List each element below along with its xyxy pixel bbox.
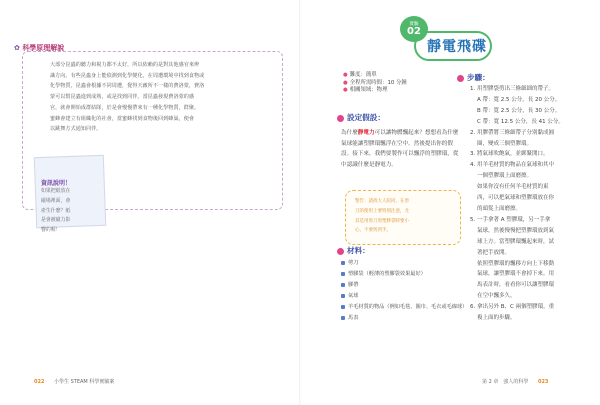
step-line: 5. 一手拿著 A 塑膠環，另一手拿	[470, 216, 551, 223]
step-line: 圈，變成三個塑膠環。	[477, 140, 533, 147]
principle-line: 以跳舞方式通知同伴。	[50, 126, 102, 133]
right-footer	[482, 378, 548, 385]
principle-line: 蜜蜂會建立有組織化的社會，當蜜蜂找到食物後回到蜂巢，便會	[50, 115, 195, 122]
step-line: 依照塑膠環的飄移方向上下移動	[477, 260, 555, 267]
step-line: 球上方。當塑膠環飄起來時，試	[477, 238, 555, 245]
experiment-badge	[400, 16, 428, 42]
step-line: 氣球，然後慢慢把塑膠環放到氣	[477, 227, 555, 234]
page-gutter	[299, 0, 301, 405]
principle-line: 化學物質，昆蟲會根據不同周遭，覺得天敵所不一樣的費洛蒙，費洛	[50, 83, 205, 90]
step-line: 在空中飄多久。	[477, 293, 516, 300]
materials-heading: 材料：	[337, 245, 370, 256]
warning-text	[355, 197, 455, 236]
principle-line: 官，就會開始成群結隊，於是會慢慢帶來有一種化學物質，群聚。	[50, 104, 200, 111]
note-line: 產生什麼？紙	[41, 207, 71, 214]
step-line: 6. 拿出另外 B、C 兩個塑膠環，重	[470, 304, 555, 311]
note-line: 磁場裡面，會	[41, 197, 71, 204]
step-line: C 帶：寬 12.5 公分，長 41 公分。	[477, 118, 564, 125]
principle-line: 大部分昆蟲的聽力和視力都不太好，所以依賴的是對其他感官來辨	[50, 62, 200, 68]
hypothesis-keyword: 靜電力	[357, 130, 375, 136]
step-line: 3. 將氣球吹飽氣，並綁緊開口。	[470, 151, 549, 158]
step-line: 西，可以把氣球和塑膠環放在你	[477, 195, 555, 202]
step-line: 馬表計時，看看你可以讓塑膠環	[477, 282, 555, 289]
materials-list	[341, 258, 467, 324]
book-title: 小學生 STEAM 科學實驗案	[54, 379, 115, 385]
page-number-left: 022	[34, 379, 45, 385]
material-item: 剪刀	[341, 258, 467, 269]
note-line: 響的喔！	[41, 227, 61, 234]
science-principle-text	[50, 60, 264, 135]
step-line: 1. 用塑膠袋剪出三條細細的帶子。	[470, 86, 554, 92]
chapter-title: 第 2 章 強人的科學	[482, 379, 529, 385]
meta-item: ● 難度：簡單	[343, 72, 377, 78]
experiment-title: 靜電飛碟	[427, 39, 487, 55]
note-line: 是會被磁力影	[41, 217, 71, 224]
warning-line: 心，不要剪到手。	[355, 228, 391, 234]
step-line: B 帶：寬 2.5 公分，長 30 公分。	[477, 107, 561, 114]
warning-line: 警告：請找大人陪同，在剪	[355, 199, 409, 204]
note-line: 如果把紙放在	[41, 188, 71, 194]
bullet-icon: ●	[343, 79, 348, 86]
step-line: 一個塑膠環上面磨擦。	[477, 173, 533, 180]
meta-item: ● 全程所需時間：10 分鐘	[343, 79, 407, 86]
step-line: 4. 用羊毛材質的物品在氣球和其中	[470, 162, 554, 169]
info-note-title: 資訊說明！	[41, 180, 72, 187]
meta-item: ● 相關領域：物理	[343, 87, 388, 94]
experiment-badge-label: 實驗	[409, 22, 419, 27]
material-item: 羊毛材質的物品（例如毛毯、圍巾、毛衣或毛線球）	[341, 302, 467, 313]
experiment-badge-number: 02	[407, 26, 421, 37]
bullet-icon: ●	[343, 87, 348, 94]
warning-line: 刀的使用上要特別注意，尤	[355, 208, 409, 214]
info-note-text	[41, 187, 125, 236]
experiment-meta	[343, 72, 407, 95]
step-line: 複上面的步驟。	[477, 315, 516, 322]
step-line: 2. 用膠帶將三條細帶子分別黏成圓	[470, 129, 554, 136]
left-footer	[34, 378, 114, 385]
page-number-right: 023	[537, 379, 549, 385]
step-line: 著把手放開。	[477, 249, 511, 256]
science-principle-title: ✿ 科學原理解說	[14, 44, 65, 52]
material-item: 馬表	[341, 313, 467, 324]
step-line: 的頭髮上面磨擦。	[477, 205, 522, 212]
material-item: 膠帶	[341, 280, 467, 291]
hypothesis-text: 為什麼靜電力可以讓物體飄起來？想想看為什麼氣球能讓塑膠環飄浮在空中。然後提出你的假設。接下來，我們要製作可以飄浮的塑膠環，從中認識什麼是靜電力。	[341, 130, 459, 169]
bullet-icon: ●	[343, 72, 348, 78]
sparkle-icon: ✿	[14, 44, 20, 52]
flask-icon	[337, 248, 344, 255]
step-line: 如果你沒有任何羊毛材質的東	[477, 184, 549, 191]
warning-line: 其是用剪刀剪塑膠袋時要小	[355, 218, 409, 224]
steps-icon	[457, 75, 464, 82]
material-item: 氣球	[341, 291, 467, 302]
principle-line: 識方向。有些昆蟲身上能偵測到化學變化，在周遭環境中找到食物或	[50, 72, 205, 79]
material-item: 塑膠袋（輕薄的塑膠袋效果最好）	[341, 269, 467, 280]
step-line: 氣球，讓塑膠環不會掉下來。用	[477, 271, 555, 278]
steps-list	[470, 84, 580, 324]
question-icon	[337, 115, 344, 122]
principle-line: 蒙可以幫昆蟲進到成熟，或是找到同伴。當昆蟲發現費洛蒙的感	[50, 94, 195, 101]
step-line: A 帶：寬 2.5 公分，長 20 公分。	[477, 96, 561, 103]
steps-heading: 步驟：	[457, 72, 490, 83]
hypothesis-heading: 設定假設：	[337, 112, 385, 123]
